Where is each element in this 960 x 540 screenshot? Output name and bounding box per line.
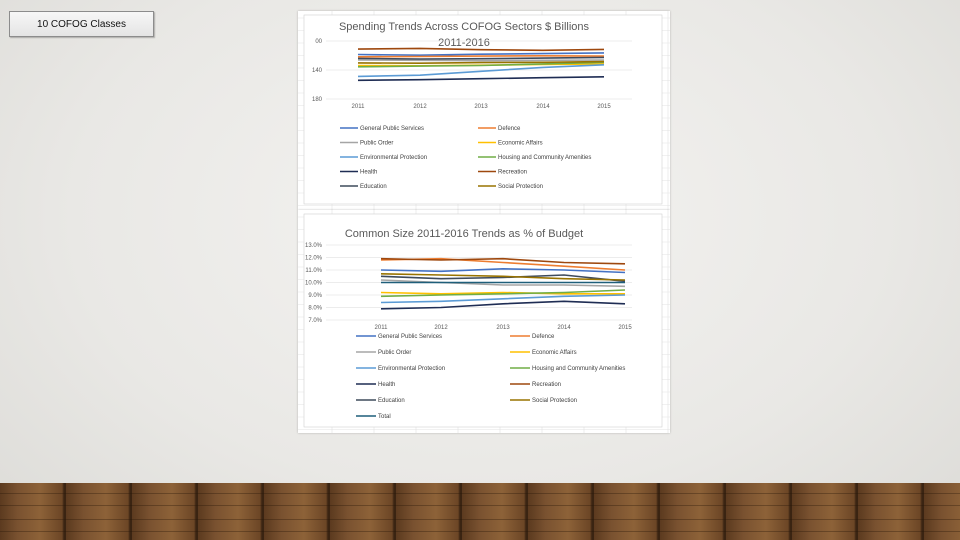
y-tick-label: 9.0%: [308, 293, 322, 299]
chart-title: Spending Trends Across COFOG Sectors $ Billions: [338, 21, 590, 33]
common-size-chart-sheet: [298, 210, 670, 433]
x-tick-label: 2013: [496, 325, 510, 331]
legend-label: Social Protection: [498, 184, 544, 190]
y-tick-label: 13.0%: [304, 243, 322, 249]
legend-label: Environmental Protection: [360, 155, 428, 161]
y-tick-label: 7.0%: [308, 318, 322, 324]
y-tick-label: 10.0%: [304, 280, 322, 287]
spending-trends-chart-sheet: [298, 11, 670, 210]
legend-label: Recreation: [532, 382, 562, 388]
x-tick-label: 2011: [374, 325, 388, 331]
legend-label: Defence: [498, 126, 521, 132]
common-size-chart: [298, 210, 670, 433]
x-tick-label: 2012: [413, 104, 427, 110]
x-tick-label: 2012: [434, 325, 448, 331]
legend-label: Public Order: [378, 350, 412, 356]
legend-label: Defence: [532, 334, 555, 340]
chart-title: Common Size 2011-2016 Trends as % of Budget: [344, 228, 584, 240]
legend-label: General Public Services: [378, 334, 443, 340]
legend-label: Economic Affairs: [532, 350, 577, 356]
legend-label: Total: [378, 414, 391, 420]
x-tick-label: 2011: [351, 104, 365, 110]
legend-label: Recreation: [498, 169, 528, 176]
y-tick-label: 180: [311, 97, 322, 103]
chart-subtitle: 2011-2016: [438, 37, 490, 49]
legend-label: Environmental Protection: [378, 366, 446, 372]
legend-label: General Public Services: [360, 126, 425, 132]
y-tick-label: 00: [315, 39, 322, 45]
series-line-defence: [358, 56, 604, 57]
y-tick-label: 140: [311, 68, 322, 74]
cofog-classes-button[interactable]: 10 COFOG Classes: [9, 11, 154, 37]
legend-label: Housing and Community Amenities: [498, 155, 592, 161]
x-tick-label: 2014: [536, 104, 550, 110]
legend-label: Education: [360, 184, 387, 190]
x-tick-label: 2015: [618, 325, 632, 331]
series-line-public-order: [358, 60, 604, 61]
legend-label: Economic Affairs: [498, 140, 543, 147]
x-tick-label: 2015: [597, 104, 611, 110]
legend-label: Social Protection: [532, 398, 578, 404]
y-tick-label: 12.0%: [304, 255, 322, 262]
spending-trends-chart: [298, 11, 670, 210]
y-tick-label: 11.0%: [305, 268, 322, 274]
legend-label: Housing and Community Amenities: [532, 366, 626, 372]
legend-label: Education: [378, 398, 405, 404]
legend-label: Health: [378, 382, 396, 388]
legend-label: Public Order: [360, 140, 394, 147]
wooden-floor: [0, 483, 960, 540]
x-tick-label: 2013: [474, 104, 488, 110]
legend-label: Health: [360, 169, 378, 176]
x-tick-label: 2014: [557, 325, 571, 331]
y-tick-label: 8.0%: [308, 305, 322, 312]
